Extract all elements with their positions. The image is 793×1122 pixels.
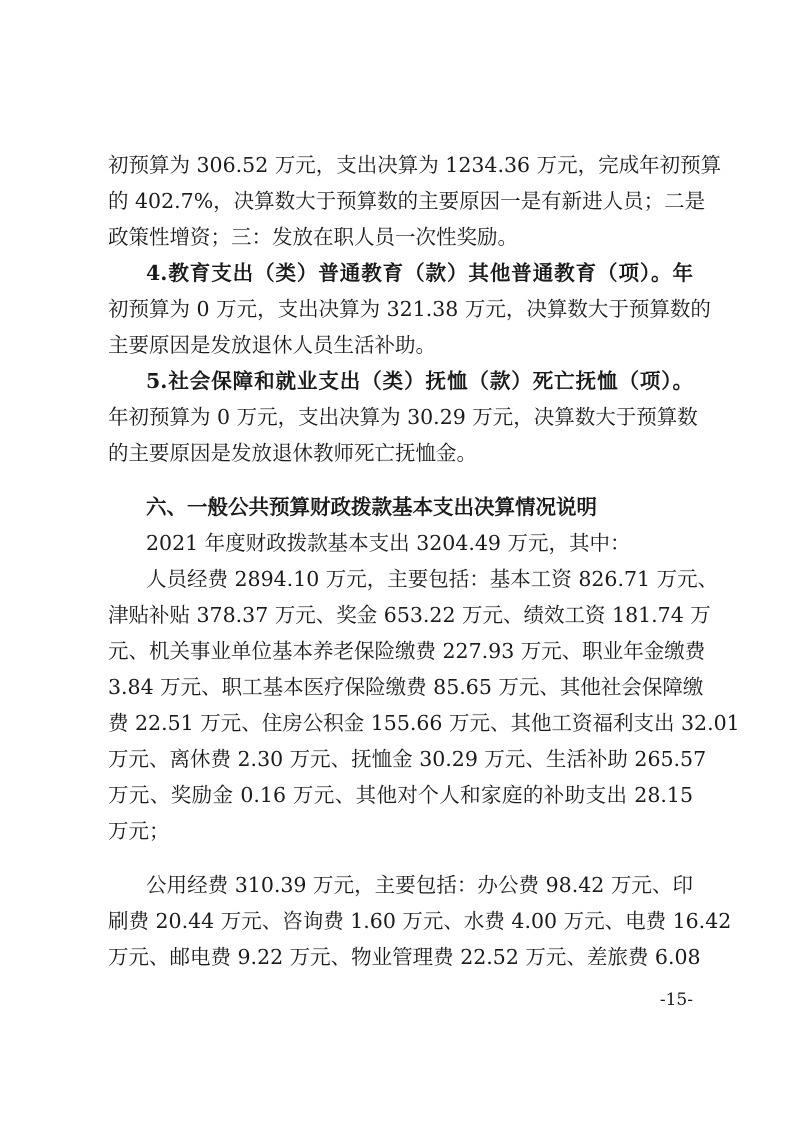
text-line: 万元、邮电费 9.22 万元、物业管理费 22.52 万元、差旅费 6.08: [108, 945, 701, 969]
text-line: 年初预算为 0 万元，支出决算为 30.29 万元，决算数大于预算数: [108, 405, 698, 429]
text-line: 万元；: [108, 819, 170, 843]
text-line: 公用经费 310.39 万元，主要包括：办公费 98.42 万元、印: [146, 873, 693, 897]
text-line: 2021 年度财政拨款基本支出 3204.49 万元，其中：: [146, 531, 631, 555]
text-line: 津贴补贴 378.37 万元、奖金 653.22 万元、绩效工资 181.74 万: [108, 603, 711, 627]
text-line: 刷费 20.44 万元、咨询费 1.60 万元、水费 4.00 万元、电费 16.42: [108, 909, 732, 933]
page-number: -15-: [659, 990, 693, 1010]
text-line: 元、机关事业单位基本养老保险缴费 227.93 万元、职业年金缴费: [108, 639, 706, 663]
text-line: 3.84 万元、职工基本医疗保险缴费 85.65 万元、其他社会保障缴: [108, 675, 704, 699]
section-heading: 5.社会保障和就业支出（类）抚恤（款）死亡抚恤（项）。: [146, 369, 693, 393]
text-line: 万元、离休费 2.30 万元、抚恤金 30.29 万元、生活补助 265.57: [108, 747, 707, 771]
section-title: 六、一般公共预算财政拨款基本支出决算情况说明: [146, 495, 597, 519]
text-line: 人员经费 2894.10 万元，主要包括：基本工资 826.71 万元、: [146, 567, 719, 591]
text-line: 政策性增资；三：发放在职人员一次性奖励。: [108, 225, 518, 249]
section-heading: 4.教育支出（类）普通教育（款）其他普通教育（项）。年: [146, 261, 693, 285]
text-line: 的 402.7%，决算数大于预算数的主要原因一是有新进人员；二是: [108, 189, 706, 213]
text-line: 万元、奖励金 0.16 万元、其他对个人和家庭的补助支出 28.15: [108, 783, 693, 807]
text-line: 主要原因是发放退休人员生活补助。: [108, 333, 436, 357]
text-line: 的主要原因是发放退休教师死亡抚恤金。: [108, 441, 477, 465]
text-line: 初预算为 0 万元，支出决算为 321.38 万元，决算数大于预算数的: [108, 297, 711, 321]
text-line: 初预算为 306.52 万元，支出决算为 1234.36 万元，完成年初预算: [108, 153, 722, 177]
text-line: 费 22.51 万元、住房公积金 155.66 万元、其他工资福利支出 32.01: [108, 711, 740, 735]
